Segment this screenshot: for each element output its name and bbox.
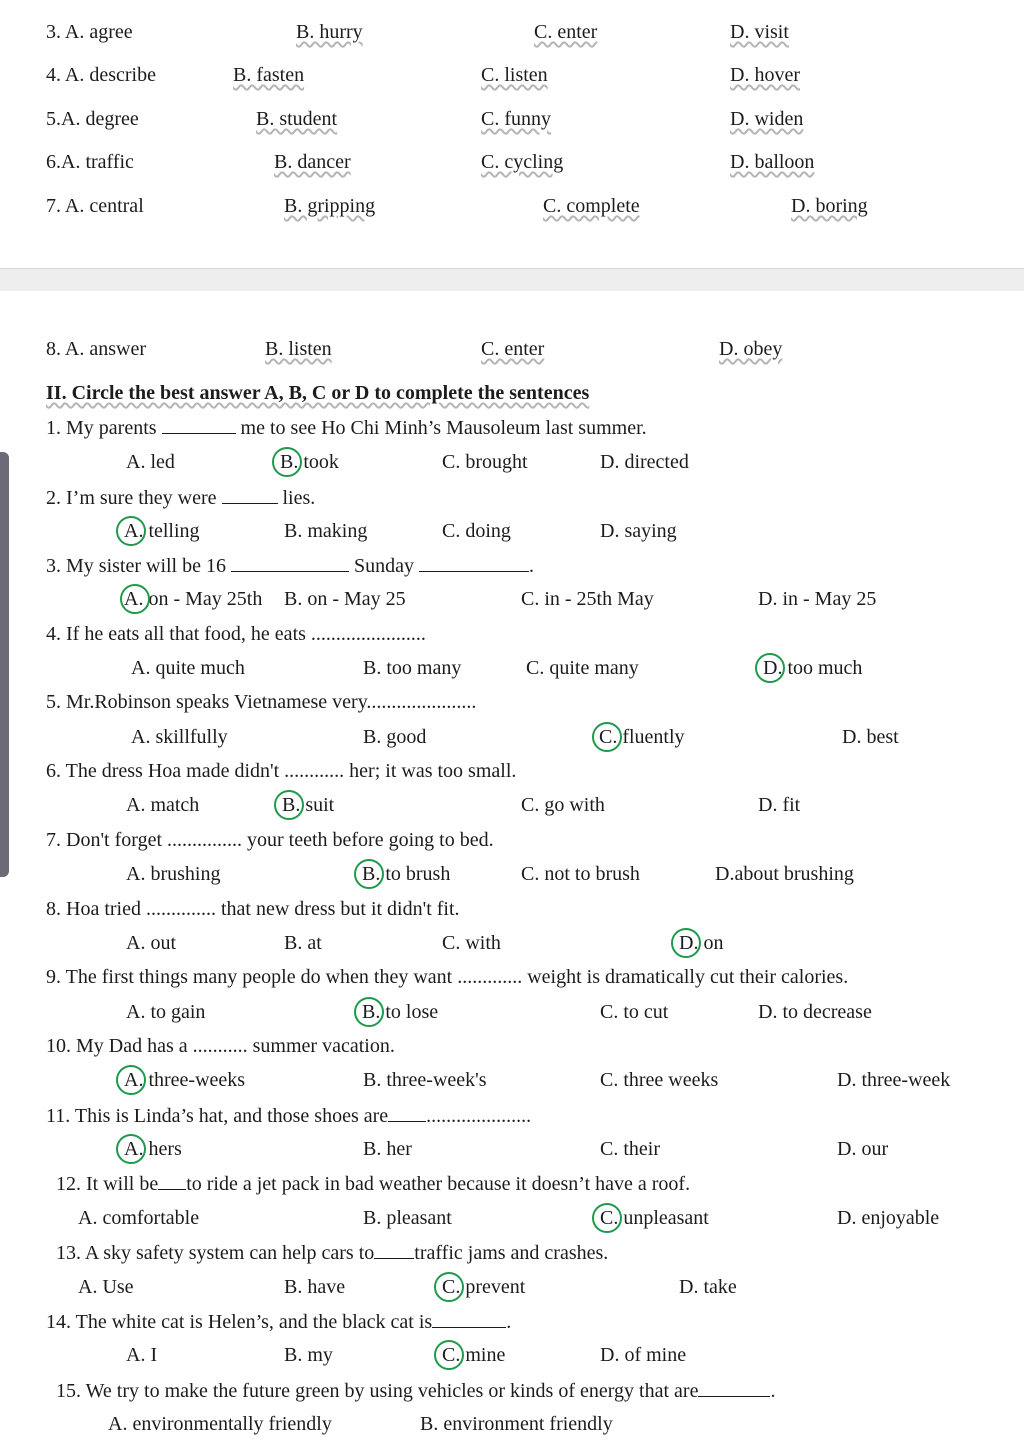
q8-option-b-answer: B. at	[284, 932, 322, 954]
answer-circle-mark	[434, 1272, 464, 1302]
q2-option-b: B. making	[284, 520, 368, 542]
q2-option-d: D. saying	[600, 520, 677, 542]
stem-part: 12. It will be	[56, 1173, 159, 1195]
q12-option-c-answer: C. unpleasant	[600, 1207, 709, 1229]
q14-option-c-answer: C. mine	[442, 1344, 506, 1366]
q7-option-c-answer: C. not to brush	[521, 863, 640, 885]
stem-part: 14. The white cat is Helen’s, and the black cat is	[46, 1311, 433, 1333]
q8-option-c: C. enter	[481, 338, 545, 360]
answer-circle-mark	[755, 653, 785, 683]
stem-part: 2. I’m sure they were	[46, 487, 222, 509]
q10-option-a-answer: A. three-weeks	[124, 1069, 246, 1091]
answer-circle-mark	[116, 516, 146, 546]
answer-blank	[231, 553, 349, 572]
q13-option-a-answer: A. Use	[78, 1276, 134, 1298]
q12-option-a-answer: A. comfortable	[78, 1207, 200, 1229]
answer-circle-mark	[116, 1065, 146, 1095]
stem-part: traffic jams and crashes.	[414, 1242, 609, 1264]
q7-option-a: 7. A. central	[46, 195, 144, 217]
q1-option-d: D. directed	[600, 451, 689, 473]
page-separator	[0, 268, 1024, 292]
q11-option-d-answer: D. our	[837, 1138, 889, 1160]
q4-option-a: 4. A. describe	[46, 64, 156, 86]
q2-option-a: A. telling	[124, 520, 200, 542]
q6-option-c-answer: C. go with	[521, 794, 605, 816]
q10-option-b-answer: B. three-week's	[363, 1069, 487, 1091]
q1-option-b: B. took	[280, 451, 339, 473]
q8-option-a: 8. A. answer	[46, 338, 146, 360]
stem-part: .	[529, 555, 534, 577]
q5-option-a-answer: A. skillfully	[131, 726, 228, 748]
question-15-stem	[56, 1378, 775, 1403]
q5-option-b-answer: B. good	[363, 726, 427, 748]
q1-option-c: C. brought	[442, 451, 528, 473]
stem-part: 3. My sister will be 16	[46, 555, 231, 577]
q11-option-b-answer: B. her	[363, 1138, 412, 1160]
answer-circle-mark	[434, 1340, 464, 1370]
q7-option-b-answer: B. to brush	[362, 863, 451, 885]
stem-part: me to see Ho Chi Minh’s Mausoleum last summer.	[235, 417, 647, 439]
answer-circle-mark	[354, 997, 384, 1027]
q9-option-d-answer: D. to decrease	[758, 1001, 872, 1023]
answer-circle-mark	[116, 1134, 146, 1164]
q3-option-a-answer: A. on - May 25th	[124, 588, 263, 610]
stem-part: .	[770, 1380, 776, 1402]
q11-option-a-answer: A. hers	[124, 1138, 182, 1160]
answer-blank	[388, 1103, 426, 1122]
worksheet-page-top	[0, 0, 1024, 268]
question-12-stem	[56, 1171, 690, 1196]
q10-option-d-answer: D. three-week	[837, 1069, 951, 1091]
q6-option-d: D. balloon	[730, 151, 815, 173]
stem-part: 1. My parents	[46, 417, 162, 439]
q4-option-d-answer: D. too much	[763, 657, 863, 679]
answer-blank	[222, 485, 278, 504]
stem-part: Sunday	[349, 555, 419, 577]
section-heading: II. Circle the best answer A, B, C or D to complete the sentences	[46, 382, 590, 404]
q7-option-c: C. complete	[543, 195, 640, 217]
stem-part: 15. We try to make the future green by using vehicles or kinds of energy that are	[56, 1380, 699, 1402]
q7-option-d: D. boring	[791, 195, 868, 217]
q5-option-d-answer: D. best	[842, 726, 899, 748]
question-5-stem: 5. Mr.Robinson speaks Vietnamese very......................	[46, 691, 477, 713]
q8-option-d: D. obey	[719, 338, 783, 360]
q13-option-c-answer: C. prevent	[442, 1276, 526, 1298]
q12-option-b-answer: B. pleasant	[363, 1207, 452, 1229]
q4-option-c: C. listen	[481, 64, 548, 86]
q7-option-b: B. gripping	[284, 195, 376, 217]
q14-option-d-answer: D. of mine	[600, 1344, 687, 1366]
q4-option-d: D. hover	[730, 64, 800, 86]
q11-option-c-answer: C. their	[600, 1138, 660, 1160]
q5-option-c-answer: C. fluently	[599, 726, 685, 748]
q14-option-a-answer: A. I	[126, 1344, 158, 1366]
answer-blank	[162, 415, 236, 434]
question-3-stem	[46, 553, 534, 578]
q1-option-a: A. led	[126, 451, 175, 473]
q7-option-a-answer: A. brushing	[126, 863, 221, 885]
q6-option-b-answer: B. suit	[282, 794, 335, 816]
stem-part: 11. This is Linda’s hat, and those shoes are	[46, 1105, 389, 1127]
q9-option-a-answer: A. to gain	[126, 1001, 206, 1023]
q13-option-b-answer: B. have	[284, 1276, 346, 1298]
question-9-stem: 9. The first things many people do when they want ............. weight is dramatically cut their calories.	[46, 966, 849, 988]
question-8-stem: 8. Hoa tried .............. that new dress but it didn't fit.	[46, 898, 460, 920]
q3-option-b: B. hurry	[296, 21, 363, 43]
answer-circle-mark	[354, 859, 384, 889]
stem-part: 13. A sky safety system can help cars to	[56, 1242, 375, 1264]
q9-option-c-answer: C. to cut	[600, 1001, 669, 1023]
answer-blank	[158, 1171, 186, 1190]
q15-option-a-answer: A. environmentally friendly	[108, 1413, 332, 1435]
answer-circle-mark	[671, 928, 701, 958]
q8-option-c-answer: C. with	[442, 932, 501, 954]
q9-option-b-answer: B. to lose	[362, 1001, 439, 1023]
question-4-stem: 4. If he eats all that food, he eats .......................	[46, 623, 426, 645]
q10-option-c-answer: C. three weeks	[600, 1069, 719, 1091]
q15-option-b-answer: B. environment friendly	[420, 1413, 613, 1435]
q3-option-d-answer: D. in - May 25	[758, 588, 877, 610]
question-6-stem: 6. The dress Hoa made didn't ............ her; it was too small.	[46, 760, 517, 782]
q5-option-c: C. funny	[481, 108, 551, 130]
q4-option-b-answer: B. too many	[363, 657, 462, 679]
q5-option-a: 5.A. degree	[46, 108, 139, 130]
stem-part: .....................	[426, 1105, 532, 1127]
question-2-stem	[46, 485, 315, 510]
q6-option-c: C. cycling	[481, 151, 564, 173]
q3-option-d: D. visit	[730, 21, 789, 43]
answer-circle-mark	[592, 722, 622, 752]
answer-circle-mark	[274, 790, 304, 820]
q6-option-d-answer: D. fit	[758, 794, 801, 816]
question-7-stem: 7. Don't forget ............... your teeth before going to bed.	[46, 829, 494, 851]
q7-option-d-answer: D.about brushing	[715, 863, 854, 885]
stem-part: to ride a jet pack in bad weather because it doesn’t have a roof.	[186, 1173, 691, 1195]
answer-circle-mark	[592, 1203, 622, 1233]
question-1-stem	[46, 415, 647, 440]
q3-option-c-answer: C. in - 25th May	[521, 588, 654, 610]
q4-option-c-answer: C. quite many	[526, 657, 639, 679]
question-14-stem	[46, 1309, 511, 1334]
q8-option-a-answer: A. out	[126, 932, 176, 954]
answer-blank	[698, 1378, 770, 1397]
q5-option-d: D. widen	[730, 108, 804, 130]
q4-option-b: B. fasten	[233, 64, 305, 86]
answer-circle-mark	[120, 584, 150, 614]
q2-option-c: C. doing	[442, 520, 511, 542]
question-13-stem	[56, 1240, 608, 1265]
q3-option-c: C. enter	[534, 21, 598, 43]
answer-blank	[432, 1309, 506, 1328]
q8-option-b: B. listen	[265, 338, 332, 360]
question-10-stem: 10. My Dad has a ........... summer vacation.	[46, 1035, 395, 1057]
q13-option-d-answer: D. take	[679, 1276, 737, 1298]
answer-blank	[419, 553, 529, 572]
q4-option-a-answer: A. quite much	[131, 657, 245, 679]
q3-option-a: 3. A. agree	[46, 21, 133, 43]
stem-part: lies.	[277, 487, 316, 509]
q14-option-b-answer: B. my	[284, 1344, 333, 1366]
q6-option-a: 6.A. traffic	[46, 151, 134, 173]
scroll-indicator[interactable]	[0, 452, 9, 877]
q8-option-d-answer: D. on	[679, 932, 724, 954]
question-11-stem	[46, 1103, 531, 1128]
stem-part: .	[506, 1311, 512, 1333]
q12-option-d-answer: D. enjoyable	[837, 1207, 940, 1229]
q3-option-b-answer: B. on - May 25	[284, 588, 406, 610]
answer-circle-mark	[272, 447, 302, 477]
answer-blank	[374, 1240, 414, 1259]
q5-option-b: B. student	[256, 108, 338, 130]
q6-option-b: B. dancer	[274, 151, 351, 173]
q6-option-a-answer: A. match	[126, 794, 200, 816]
